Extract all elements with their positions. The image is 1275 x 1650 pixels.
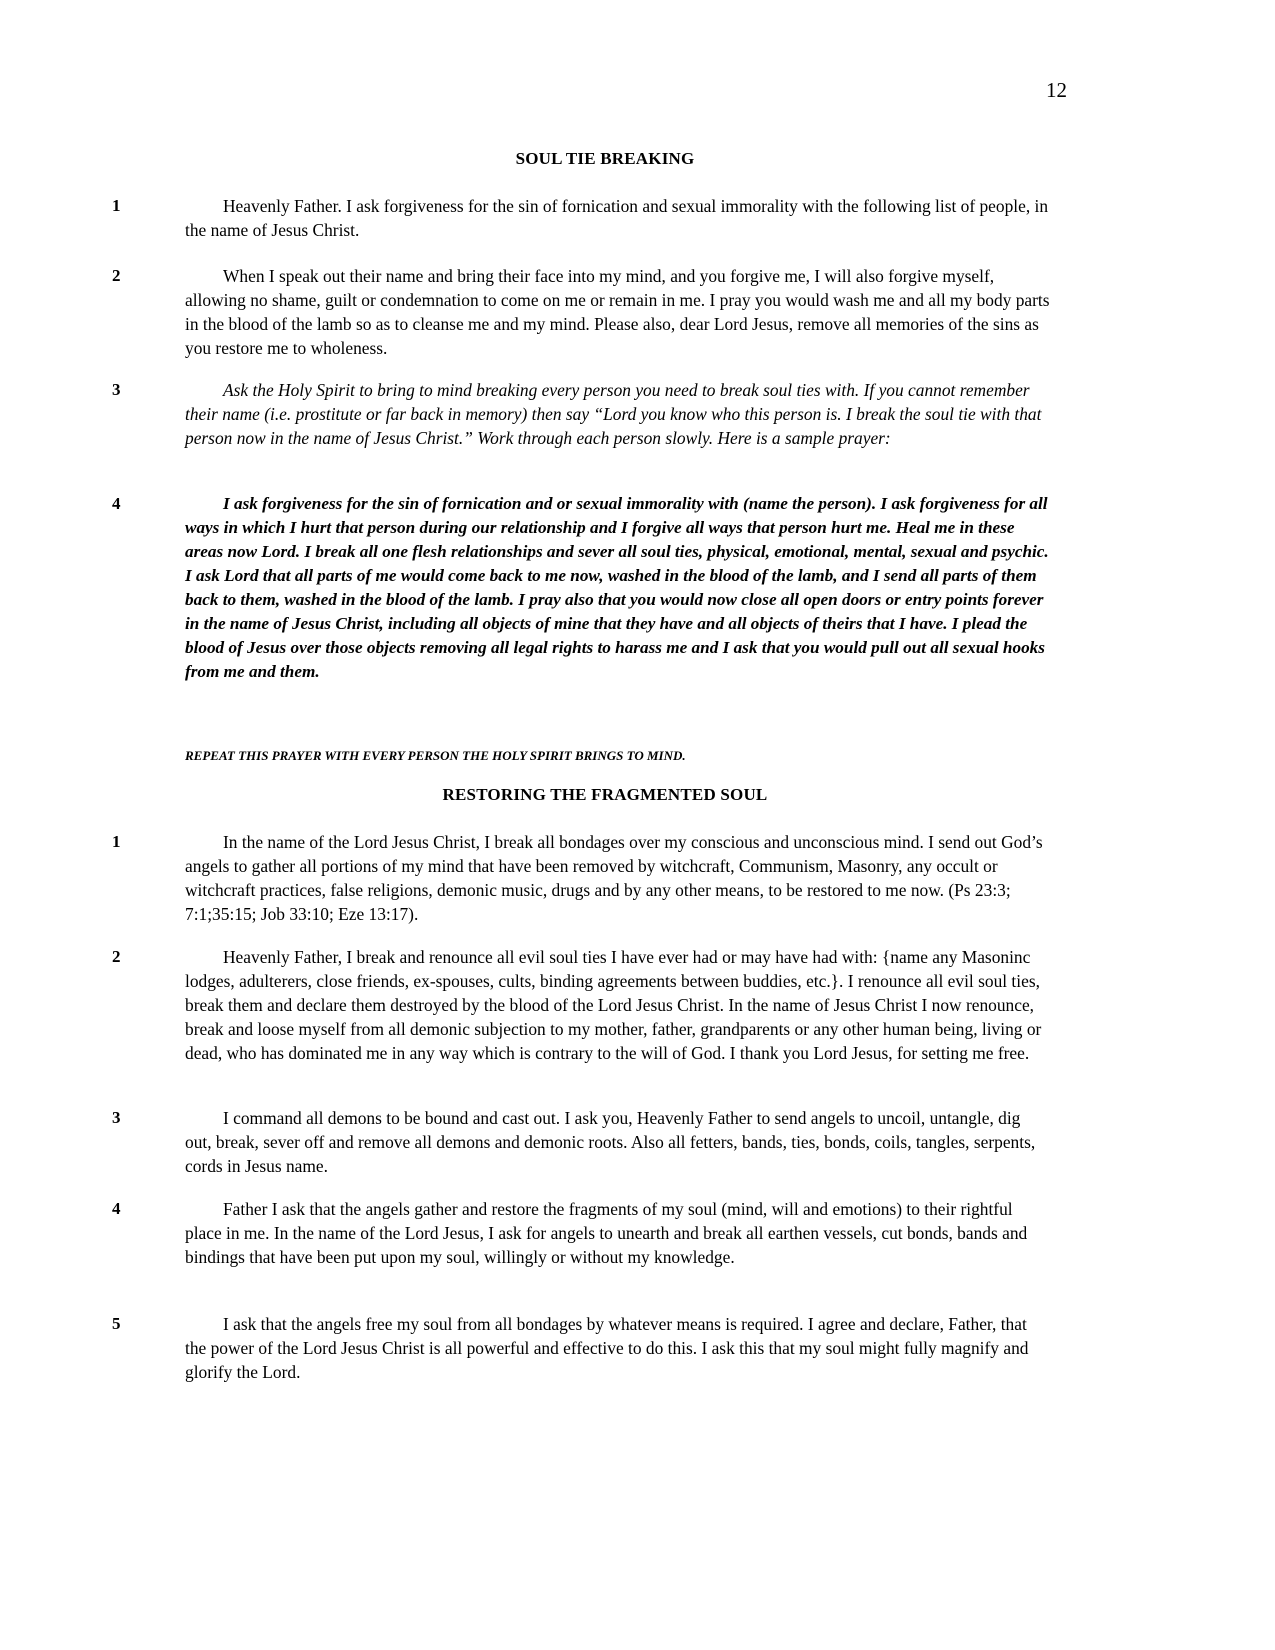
paragraph-number: 2 — [112, 947, 121, 966]
paragraph-text: Father I ask that the angels gather and restore the fragments of my soul (mind, will and emotions) to their rightful place in me. In the name of the Lord Jesus, I ask for angels to unearth and break all earthen vessels, cut bonds, bands and bindings that have been put upon my soul, willingly or without my knowledge. — [185, 1199, 1028, 1267]
paragraph-number: 3 — [112, 1108, 121, 1127]
section-title-restoring-fragmented-soul: RESTORING THE FRAGMENTED SOUL — [442, 785, 768, 804]
paragraph-text: I ask forgiveness for the sin of fornication and or sexual immorality with (name the person). I ask forgiveness for all ways in which I hurt that person during our relationship and I forgive all ways that person hurt me. Heal me in these areas now Lord. I break all one flesh relationships and sever all soul ties, physical, emotional, mental, sexual and psychic. I ask Lord that all parts of me would come back to me now, washed in the blood of the lamb, and I send all parts of them back to them, washed in the blood of the lamb. I pray also that you would now close all open doors or entry points forever in the name of Jesus Christ, including all objects of mine that they have and all objects of theirs that I have. I plead the blood of Jesus over those objects removing all legal rights to harass me and I ask that you would pull out all sexual hooks from me and them. — [185, 494, 1049, 681]
paragraph-text: I command all demons to be bound and cast out. I ask you, Heavenly Father to send angels to uncoil, untangle, dig out, break, sever off and remove all demons and demonic roots. Also all fetters, bands, ties, bonds, coils, tangles, serpents, cords in Jesus name. — [185, 1108, 1036, 1176]
paragraph-number: 5 — [112, 1314, 121, 1333]
paragraph-number: 1 — [112, 196, 121, 215]
section-title-soul-tie-breaking: SOUL TIE BREAKING — [515, 149, 695, 168]
paragraph-number: 3 — [112, 380, 121, 399]
paragraph-text: I ask that the angels free my soul from all bondages by whatever means is required. I agree and declare, Father, that the power of the Lord Jesus Christ is all powerful and effective to do this. I ask this that my soul might fully magnify and glorify the Lord. — [185, 1314, 1029, 1382]
paragraph-number: 2 — [112, 266, 121, 285]
paragraph-text: Heavenly Father, I break and renounce all evil soul ties I have ever had or may have had with: {name any Masoninc lodges, adulterers, close friends, ex-spouses, cults, binding agreements between buddies, etc.}. I renounce all evil soul ties, break them and declare them destroyed by the blood of the Lord Jesus Christ. In the name of Jesus Christ I now renounce, break and loose myself from all demonic subjection to my mother, father, grandparents or any other human being, living or dead, who has dominated me in any way which is contrary to the will of God. I thank you Lord Jesus, for setting me free. — [185, 947, 1042, 1063]
repeat-note: REPEAT THIS PRAYER WITH EVERY PERSON THE HOLY SPIRIT BRINGS TO MIND. — [185, 748, 686, 763]
paragraph-number: 4 — [112, 1199, 121, 1218]
paragraph-text: When I speak out their name and bring their face into my mind, and you forgive me, I will also forgive myself, allowing no shame, guilt or condemnation to come on me or remain in me. I pray you would wash me and all my body parts in the blood of the lamb so as to cleanse me and my mind. Please also, dear Lord Jesus, remove all memories of the sins as you restore me to wholeness. — [185, 266, 1050, 358]
paragraph-number: 1 — [112, 832, 121, 851]
paragraph-text: Heavenly Father. I ask forgiveness for the sin of fornication and sexual immorality with the following list of people, in the name of Jesus Christ. — [185, 196, 1049, 240]
page-number: 12 — [1046, 78, 1067, 102]
paragraph-text: In the name of the Lord Jesus Christ, I break all bondages over my conscious and unconscious mind. I send out God’s angels to gather all portions of my mind that have been removed by witchcraft, Communism, Masonry, any occult or witchcraft practices, false religions, demonic music, drugs and by any other means, to be restored to me now. (Ps 23:3; 7:1;35:15; Job 33:10; Eze 13:17). — [185, 832, 1043, 924]
paragraph-text: Ask the Holy Spirit to bring to mind breaking every person you need to break soul ties with. If you cannot remember their name (i.e. prostitute or far back in memory) then say “Lord you know who this person is. I break the soul tie with that person now in the name of Jesus Christ.” Work through each person slowly. Here is a sample prayer: — [185, 380, 1042, 448]
paragraph-number: 4 — [112, 494, 121, 513]
